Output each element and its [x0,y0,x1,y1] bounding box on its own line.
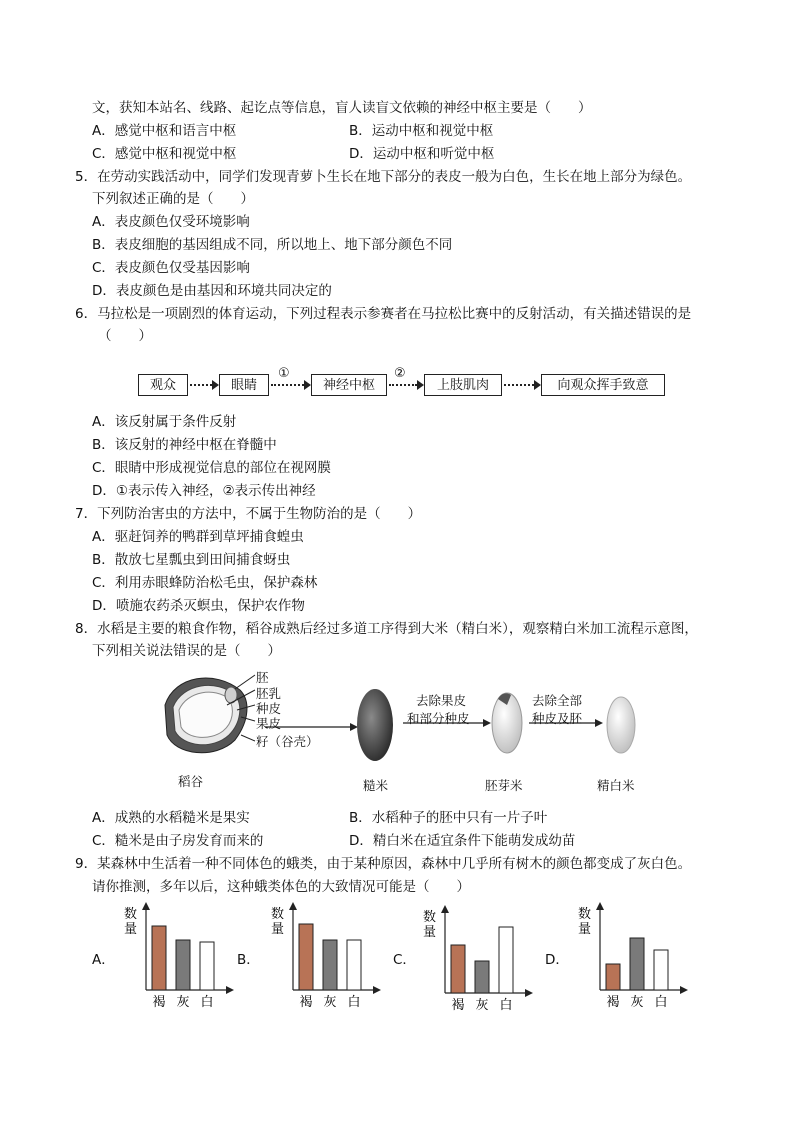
flow-box-eye: 眼睛 [219,374,269,396]
y-axis-label: 量 [271,922,285,937]
x-axis-arrow-icon [226,986,234,994]
y-axis-arrow-icon [441,905,449,913]
flow-box-wave: 向观众挥手致意 [541,374,665,396]
q9-chart-b [263,898,383,1018]
x-tick-label: 白 [499,998,513,1013]
y-axis-label: 量 [124,922,138,937]
label-embryo: 胚 [256,670,269,685]
q8-stem-line2: 下列相关说法错误的是（ ） [92,643,281,659]
q8-stem-line1: 8．水稻是主要的粮食作物，稻谷成熟后经过多道工序得到大米（精白米），观察精白米加工流程示意图， [75,621,698,637]
bar-brown [152,926,166,990]
paddy-grain-icon [165,678,247,753]
q7-option-c: C．利用赤眼蜂防治松毛虫，保护森林 [92,575,318,591]
q7-option-a: A．驱赶饲养的鸭群到草坪捕食蝗虫 [92,529,304,545]
x-tick-label: 褐 [606,995,620,1010]
q9-stem-line1: 9．某森林中生活着一种不同体色的蛾类，由于某种原因，森林中几乎所有树木的颜色都变成了灰白色。 [75,856,692,872]
flow-arrow [271,384,304,386]
q9-option-b-label: B． [237,952,260,968]
bar-gray [176,940,190,990]
label-seed-coat: 种皮 [256,701,282,716]
q9-option-a-label: A． [92,952,115,968]
step2-line2: 种皮及胚 [532,711,583,726]
y-axis-label: 数 [578,907,592,922]
caption-polished-rice: 精白米 [597,778,635,793]
bar-gray [323,940,337,990]
q9-stem-line2: 请你推测，多年以后，这种蛾类体色的大致情况可能是（ ） [92,879,470,895]
q6-option-a: A．该反射属于条件反射 [92,414,237,430]
x-tick-label: 灰 [630,995,644,1010]
flow-arrow [389,384,417,386]
flow-box-nerve-center: 神经中枢 [311,374,387,396]
x-tick-label: 白 [654,995,668,1010]
bar-white [347,940,361,990]
arrowhead-icon [417,380,424,390]
q9-option-c-label: C． [393,952,416,968]
q4-option-d: D．运动中枢和听觉中枢 [349,146,495,162]
step1-line1: 去除果皮 [416,693,467,708]
q6-stem-line1: 6．马拉松是一项剧烈的体育运动，下列过程表示参赛者在马拉松比赛中的反射活动，有关描述错误的是 [75,306,692,322]
y-axis-arrow-icon [142,902,150,910]
q7-stem: 7．下列防治害虫的方法中，不属于生物防治的是（ ） [75,506,422,522]
q5-option-d: D．表皮颜色是由基因和环境共同决定的 [92,283,332,299]
q5-option-c: C．表皮颜色仅受基因影响 [92,260,250,276]
bar-white [499,927,513,993]
x-tick-label: 灰 [475,998,489,1013]
q7-option-d: D．喷施农药杀灭螟虫，保护农作物 [92,598,305,614]
q8-option-c: C．糙米是由子房发育而来的 [92,833,264,849]
bar-brown [606,964,620,990]
q4-option-c: C．感觉中枢和视觉中枢 [92,146,237,162]
flow-arrow [504,384,534,386]
q5-option-a: A．表皮颜色仅受环境影响 [92,214,250,230]
flow-box-arm-muscle: 上肢肌肉 [424,374,502,396]
q9-chart-c [415,901,535,1021]
q8-option-a: A．成熟的水稻糙米是果实 [92,810,250,826]
bar-gray [475,961,489,993]
y-axis-label: 数 [271,907,285,922]
brown-rice-icon [357,689,393,761]
x-axis-arrow-icon [373,986,381,994]
flow-label-1: ① [278,366,290,381]
arrowhead-icon [304,380,311,390]
x-axis-arrow-icon [525,989,533,997]
y-axis-label: 量 [423,925,437,940]
y-axis-arrow-icon [289,902,297,910]
x-tick-label: 褐 [299,995,313,1010]
label-pericarp: 果皮 [256,716,282,731]
q6-option-c: C．眼睛中形成视觉信息的部位在视网膜 [92,460,331,476]
bar-white [654,950,668,990]
arrowhead-icon [534,380,541,390]
x-tick-label: 灰 [323,995,337,1010]
q7-option-b: B．散放七星瓢虫到田间捕食蚜虫 [92,552,291,568]
q9-chart-d [570,898,690,1018]
caption-paddy: 稻谷 [178,774,204,789]
caption-brown-rice: 糙米 [363,778,389,793]
y-axis-label: 数 [124,907,138,922]
q9-chart-a [116,898,236,1018]
step2-line1: 去除全部 [532,693,583,708]
x-tick-label: 褐 [152,995,166,1010]
q4-option-b: B．运动中枢和视觉中枢 [349,123,494,139]
q8-option-d: D．精白米在适宜条件下能萌发成幼苗 [349,833,576,849]
flow-box-audience: 观众 [138,374,188,396]
polished-rice-icon [607,697,635,753]
q9-option-d-label: D． [545,952,569,968]
q4-stem-cont: 文，获知本站名、线路、起讫点等信息，盲人读盲文依赖的神经中枢主要是（ ） [92,100,592,116]
arrowhead-icon [212,380,219,390]
q5-option-b: B．表皮细胞的基因组成不同，所以地上、地下部分颜色不同 [92,237,453,253]
q8-option-b: B．水稻种子的胚中只有一片子叶 [349,810,548,826]
y-axis-label: 量 [578,922,592,937]
bar-brown [451,945,465,993]
bar-white [200,942,214,990]
q6-option-d: D．①表示传入神经，②表示传出神经 [92,483,316,499]
q6-stem-line2: （ ） [98,328,152,344]
x-axis-arrow-icon [680,986,688,994]
bar-brown [299,924,313,990]
q4-option-a: A．感觉中枢和语言中枢 [92,123,237,139]
flow-arrow [190,384,212,386]
y-axis-label: 数 [423,910,437,925]
step1-line2: 和部分种皮 [407,711,470,726]
label-husk: 籽（谷壳） [256,734,319,749]
q6-option-b: B．该反射的神经中枢在脊髓中 [92,437,277,453]
flow-label-2: ② [394,366,406,381]
label-endosperm: 胚乳 [256,686,282,701]
x-tick-label: 灰 [176,995,190,1010]
caption-germ-rice: 胚芽米 [485,778,523,793]
q5-stem-line1: 5．在劳动实践活动中，同学们发现青萝卜生长在地下部分的表皮一般为白色，生长在地上部分为绿色。 [75,169,692,185]
x-tick-label: 白 [200,995,214,1010]
x-tick-label: 白 [347,995,361,1010]
bar-gray [630,938,644,990]
y-axis-arrow-icon [596,902,604,910]
x-tick-label: 褐 [451,998,465,1013]
q5-stem-line2: 下列叙述正确的是（ ） [92,191,254,207]
